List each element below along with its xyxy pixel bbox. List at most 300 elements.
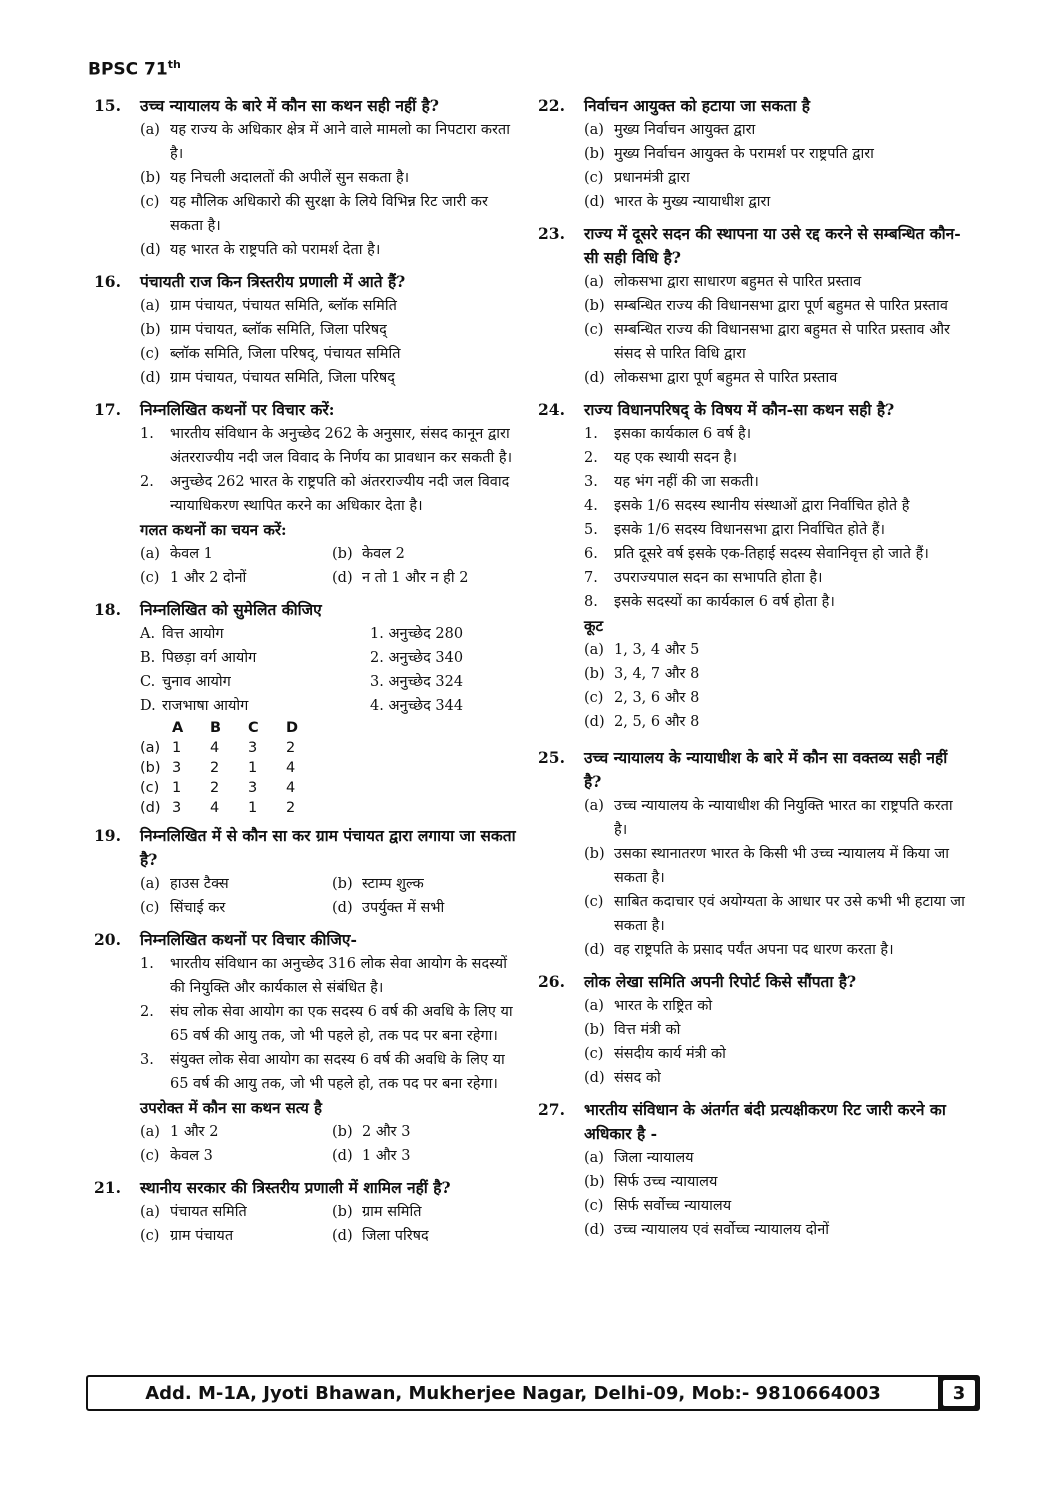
answer-cell: 1 <box>248 800 258 816</box>
question-number: 25. <box>538 748 565 767</box>
question-text: उच्च न्यायालय के बारे में कौन सा कथन सही नहीं है? <box>140 96 439 115</box>
question-body <box>94 872 524 920</box>
answer-header-cell: A <box>172 720 184 736</box>
statement <box>140 952 524 1000</box>
question <box>94 1176 524 1248</box>
statement-text: भारतीय संविधान के अनुच्छेद 262 के अनुसार, संसद कानून द्वारा अंतरराज्यीय नदी जल विवाद के निर्णय का प्रावधान कर सकती है। <box>170 426 513 466</box>
option-label: (b) <box>332 876 353 892</box>
footer-address: Add. M-1A, Jyoti Bhawan, Mukherjee Nagar, Delhi-09, Mob:- 9810664003 <box>145 1382 881 1404</box>
match-left-label: B. <box>140 650 156 666</box>
match-left <box>140 694 370 718</box>
answer-cell: 3 <box>248 740 258 756</box>
option-label: (d) <box>332 1228 353 1244</box>
answer-cell: 3 <box>172 800 182 816</box>
option <box>332 896 524 920</box>
statement-number: 8. <box>584 594 598 610</box>
option <box>584 366 968 390</box>
question-heading <box>538 398 968 422</box>
match-left-label: A. <box>140 626 156 642</box>
option <box>584 118 968 142</box>
answer-cell: 1 <box>248 760 258 776</box>
question <box>94 94 524 262</box>
option <box>584 1042 968 1066</box>
page-number: 3 <box>943 1380 975 1406</box>
question-heading <box>538 222 968 270</box>
option <box>584 1066 968 1090</box>
option <box>332 1200 524 1224</box>
option-label: (c) <box>140 1228 160 1244</box>
option-label: (c) <box>140 570 160 586</box>
question <box>538 398 968 734</box>
option <box>140 190 524 238</box>
answer-cell: 4 <box>286 760 296 776</box>
option <box>332 1120 524 1144</box>
answer-row <box>140 798 324 818</box>
option-text: 1 और 2 <box>170 1124 219 1140</box>
option-label: (a) <box>584 274 604 290</box>
statement-text: इसके 1/6 सदस्य स्थानीय संस्थाओं द्वारा निर्वाचित होते है <box>614 498 910 514</box>
option <box>584 842 968 890</box>
left-column <box>94 94 524 1256</box>
page-header <box>88 58 181 80</box>
option-label: (c) <box>584 690 604 706</box>
statement <box>584 494 968 518</box>
option-text: पंचायत समिति <box>170 1204 247 1220</box>
option-text: यह भारत के राष्ट्रपति को परामर्श देता है। <box>170 242 381 258</box>
statement-text: संयुक्त लोक सेवा आयोग का सदस्य 6 वर्ष की अवधि के लिए या 65 वर्ष की आयु तक, जो भी पहले हो, तक पद पर बना रहेगा। <box>170 1052 505 1092</box>
header-title: BPSC 71 <box>88 59 168 80</box>
answer-row <box>140 758 324 778</box>
option-text: जिला न्यायालय <box>614 1150 694 1166</box>
option-text: मुख्य निर्वाचन आयुक्त के परामर्श पर राष्ट्रपति द्वारा <box>614 146 874 162</box>
statement <box>140 1048 524 1096</box>
answer-row <box>140 738 324 758</box>
match-left <box>140 622 370 646</box>
question-text: निम्नलिखित कथनों पर विचार करें: <box>140 400 335 419</box>
question <box>94 270 524 390</box>
answer-cell: 1 <box>172 780 182 796</box>
question <box>94 928 524 1168</box>
option-pair <box>140 872 524 896</box>
option <box>140 1224 332 1248</box>
question-number: 26. <box>538 972 565 991</box>
option-label: (d) <box>332 900 353 916</box>
option <box>140 118 524 166</box>
option <box>584 890 968 938</box>
question-heading <box>94 598 524 622</box>
option-label: (d) <box>332 1148 353 1164</box>
option-label: (b) <box>332 546 353 562</box>
sub-heading: कूट <box>584 617 604 635</box>
option <box>584 1146 968 1170</box>
option-label: (d) <box>140 370 161 386</box>
option <box>584 662 968 686</box>
option-pair <box>140 1200 524 1224</box>
option-text: ग्राम पंचायत, पंचायत समिति, ब्लॉक समिति <box>170 298 397 314</box>
option <box>140 1200 332 1224</box>
answer-cell: 4 <box>286 780 296 796</box>
option-label: (d) <box>584 714 605 730</box>
question-heading <box>94 270 524 294</box>
answer-cell: (b) <box>140 760 161 776</box>
option-label: (d) <box>584 942 605 958</box>
option <box>584 270 968 294</box>
option <box>332 1144 524 1168</box>
option-label: (d) <box>140 242 161 258</box>
statement <box>584 566 968 590</box>
statement <box>140 1000 524 1048</box>
option <box>584 710 968 734</box>
question-number: 24. <box>538 400 565 419</box>
question <box>538 970 968 1090</box>
option-label: (b) <box>584 666 605 682</box>
option-label: (c) <box>140 900 160 916</box>
match-right-text: 3. अनुच्छेद 324 <box>370 674 464 690</box>
statement <box>584 590 968 614</box>
option-text: ग्राम पंचायत <box>170 1228 234 1244</box>
option-text: सिंचाई कर <box>170 900 226 916</box>
option-text: संसदीय कार्य मंत्री को <box>614 1046 726 1062</box>
question-body <box>538 1146 968 1242</box>
option-label: (a) <box>140 1204 160 1220</box>
option-text: सम्बन्धित राज्य की विधानसभा द्वारा बहुमत से पारित प्रस्ताव और संसद से पारित विधि द्वारा <box>614 322 950 362</box>
option-text: ग्राम पंचायत, पंचायत समिति, जिला परिषद् <box>170 370 395 386</box>
option-text: लोकसभा द्वारा पूर्ण बहुमत से पारित प्रस्ताव <box>614 370 838 386</box>
option-text: सिर्फ सर्वोच्च न्यायालय <box>614 1198 732 1214</box>
option <box>584 938 968 962</box>
question-body <box>94 622 524 818</box>
option-text: उच्च न्यायालय एवं सर्वोच्च न्यायालय दोनों <box>614 1222 829 1238</box>
statement-number: 1. <box>140 956 154 972</box>
option-label: (a) <box>140 298 160 314</box>
option <box>584 794 968 842</box>
statement-number: 4. <box>584 498 598 514</box>
option-text: सम्बन्धित राज्य की विधानसभा द्वारा पूर्ण बहुमत से पारित प्रस्ताव <box>614 298 948 314</box>
option-pair <box>140 1144 524 1168</box>
option-text: लोकसभा द्वारा साधारण बहुमत से पारित प्रस्ताव <box>614 274 862 290</box>
option-label: (c) <box>584 894 604 910</box>
option-text: साबित कदाचार एवं अयोग्यता के आधार पर उसे कभी भी हटाया जा सकता है। <box>614 894 965 934</box>
option-text: प्रधानमंत्री द्वारा <box>614 170 690 186</box>
question-body <box>538 270 968 390</box>
question-heading <box>94 398 524 422</box>
option-label: (b) <box>584 1174 605 1190</box>
option-label: (a) <box>584 1150 604 1166</box>
statement-text: यह एक स्थायी सदन है। <box>614 450 737 466</box>
question-heading <box>538 970 968 994</box>
option-label: (c) <box>140 194 160 210</box>
answer-cell: 2 <box>286 800 296 816</box>
option <box>584 318 968 366</box>
answer-cell: 3 <box>248 780 258 796</box>
option-label: (b) <box>140 170 161 186</box>
option <box>332 872 524 896</box>
option-label: (c) <box>140 346 160 362</box>
option-text: 1 और 2 दोनों <box>170 570 247 586</box>
question-number: 18. <box>94 600 121 619</box>
option <box>584 1194 968 1218</box>
option-label: (a) <box>140 546 160 562</box>
question-number: 16. <box>94 272 121 291</box>
match-row <box>140 646 524 670</box>
statement-text: इसका कार्यकाल 6 वर्ष है। <box>614 426 752 442</box>
match-left-label: C. <box>140 674 156 690</box>
option-text: यह राज्य के अधिकार क्षेत्र में आने वाले मामलो का निपटारा करता है। <box>170 122 510 162</box>
option-text: 1 और 3 <box>362 1148 411 1164</box>
statement-text: भारतीय संविधान का अनुच्छेद 316 लोक सेवा आयोग के सदस्यों की नियुक्ति और कार्यकाल से संबंधित है। <box>170 956 507 996</box>
option-label: (a) <box>140 122 160 138</box>
statement-text: उपराज्यपाल सदन का सभापति होता है। <box>614 570 823 586</box>
option <box>584 166 968 190</box>
answer-cell: 1 <box>172 740 182 756</box>
option-text: यह मौलिक अधिकारो की सुरक्षा के लिये विभिन्न रिट जारी कर सकता है। <box>170 194 488 234</box>
option-text: हाउस टैक्स <box>170 876 229 892</box>
option-text: उच्च न्यायालय के न्यायाधीश की नियुक्ति भारत का राष्ट्रपति करता है। <box>614 798 953 838</box>
question <box>538 746 968 962</box>
question-text: निम्नलिखित में से कौन सा कर ग्राम पंचायत द्वारा लगाया जा सकता है? <box>140 826 516 869</box>
option-text: भारत के राष्ट्रित को <box>614 998 713 1014</box>
question-body <box>538 118 968 214</box>
statement <box>584 542 968 566</box>
option-text: 2 और 3 <box>362 1124 411 1140</box>
option-pair <box>140 896 524 920</box>
option-text: जिला परिषद <box>362 1228 429 1244</box>
question-body <box>94 1200 524 1248</box>
option-text: वह राष्ट्रपति के प्रसाद पर्यंत अपना पद धारण करता है। <box>614 942 894 958</box>
question-text: लोक लेखा समिति अपनी रिपोर्ट किसे सौंपता है? <box>584 972 857 991</box>
answer-cell: 4 <box>210 740 220 756</box>
statement-number: 2. <box>140 1004 154 1020</box>
question-body <box>538 794 968 962</box>
statement <box>584 470 968 494</box>
statement <box>584 422 968 446</box>
question-text: पंचायती राज किन त्रिस्तरीय प्रणाली में आते हैं? <box>140 272 406 291</box>
option-text: उसका स्थानातरण भारत के किसी भी उच्च न्यायालय में किया जा सकता है। <box>614 846 949 886</box>
option <box>140 318 524 342</box>
option-text: 2, 5, 6 और 8 <box>614 714 700 730</box>
option-label: (c) <box>584 170 604 186</box>
question <box>94 398 524 590</box>
option-label: (a) <box>584 642 604 658</box>
match-left-text: वित्त आयोग <box>162 626 224 642</box>
match-row <box>140 694 524 718</box>
statement-number: 3. <box>584 474 598 490</box>
sub-heading: गलत कथनों का चयन करें: <box>140 521 287 539</box>
option-label: (d) <box>584 1222 605 1238</box>
answer-header-cell: B <box>210 720 222 736</box>
option-label: (b) <box>140 322 161 338</box>
statement <box>584 446 968 470</box>
option <box>584 294 968 318</box>
match-row <box>140 670 524 694</box>
answer-header-cell <box>140 718 172 738</box>
option-pair <box>140 566 524 590</box>
match-right-text: 4. अनुच्छेद 344 <box>370 698 464 714</box>
statement-number: 6. <box>584 546 598 562</box>
question-text: निम्नलिखित को सुमेलित कीजिए <box>140 600 322 619</box>
answer-cell: 3 <box>172 760 182 776</box>
option-text: केवल 1 <box>170 546 213 562</box>
option-label: (b) <box>332 1204 353 1220</box>
match-left-label: D. <box>140 698 156 714</box>
option-label: (c) <box>140 1148 160 1164</box>
right-column <box>538 94 968 1250</box>
question-heading <box>94 1176 524 1200</box>
option-text: ग्राम समिति <box>362 1204 422 1220</box>
question-body <box>94 118 524 262</box>
page-number-box <box>938 1377 978 1409</box>
option <box>332 566 524 590</box>
match-right-text: 1. अनुच्छेद 280 <box>370 626 464 642</box>
match-row <box>140 622 524 646</box>
question-body <box>94 952 524 1168</box>
option-text: 2, 3, 6 और 8 <box>614 690 700 706</box>
question-heading <box>94 94 524 118</box>
option <box>140 1144 332 1168</box>
question-heading <box>94 824 524 872</box>
option-label: (b) <box>584 298 605 314</box>
question-body <box>538 422 968 734</box>
statement-text: इसके 1/6 सदस्य विधानसभा द्वारा निर्वाचित होते हैं। <box>614 522 886 538</box>
option <box>140 1120 332 1144</box>
question-number: 23. <box>538 224 565 243</box>
option <box>140 294 524 318</box>
question-text: राज्य विधानपरिषद् के विषय में कौन-सा कथन सही है? <box>584 400 895 419</box>
option-text: 1, 3, 4 और 5 <box>614 642 700 658</box>
question-text: राज्य में दूसरे सदन की स्थापना या उसे रद्द करने से सम्बन्धित कौन-सी सही विधि है? <box>584 224 961 267</box>
option-text: वित्त मंत्री को <box>614 1022 681 1038</box>
option-label: (c) <box>584 1198 604 1214</box>
match-left-text: पिछड़ा वर्ग आयोग <box>162 650 257 666</box>
question <box>538 1098 968 1242</box>
question-text: निर्वाचन आयुक्त को हटाया जा सकता है <box>584 96 811 115</box>
question-text: उच्च न्यायालय के न्यायाधीश के बारे में कौन सा वक्तव्य सही नहीं है? <box>584 748 948 791</box>
match-right-text: 2. अनुच्छेद 340 <box>370 650 464 666</box>
answer-cell: 2 <box>286 740 296 756</box>
option-label: (a) <box>584 998 604 1014</box>
question-text: भारतीय संविधान के अंतर्गत बंदी प्रत्यक्षीकरण रिट जारी करने का अधिकार है - <box>584 1100 946 1143</box>
option <box>584 1018 968 1042</box>
option-label: (d) <box>584 370 605 386</box>
answer-cell: 2 <box>210 780 220 796</box>
match-left <box>140 670 370 694</box>
answer-table-header <box>140 718 324 738</box>
match-left-text: चुनाव आयोग <box>162 674 231 690</box>
option-text: केवल 3 <box>170 1148 213 1164</box>
question-body <box>94 422 524 590</box>
question-heading <box>538 94 968 118</box>
option-text: भारत के मुख्य न्यायाधीश द्वारा <box>614 194 771 210</box>
statement <box>584 518 968 542</box>
option <box>584 1170 968 1194</box>
footer-bar <box>86 1375 980 1411</box>
option <box>140 896 332 920</box>
option <box>140 366 524 390</box>
option <box>584 686 968 710</box>
answer-table <box>140 718 324 818</box>
option-text: केवल 2 <box>362 546 405 562</box>
statement-text: इसके सदस्यों का कार्यकाल 6 वर्ष होता है। <box>614 594 835 610</box>
option-pair <box>140 1120 524 1144</box>
question-heading <box>94 928 524 952</box>
question-body <box>94 294 524 390</box>
answer-cell: (d) <box>140 800 161 816</box>
statement-text: यह भंग नहीं की जा सकती। <box>614 474 759 490</box>
question-heading <box>538 746 968 794</box>
statement-number: 2. <box>584 450 598 466</box>
statement <box>140 470 524 518</box>
question <box>94 598 524 818</box>
option-text: यह निचली अदालतों की अपीलें सुन सकता है। <box>170 170 410 186</box>
option-text: न तो 1 और न ही 2 <box>362 570 469 586</box>
option-label: (a) <box>140 876 160 892</box>
answer-cell: 2 <box>210 760 220 776</box>
option-text: सिर्फ उच्च न्यायालय <box>614 1174 718 1190</box>
answer-cell: 4 <box>210 800 220 816</box>
option <box>140 542 332 566</box>
option-text: मुख्य निर्वाचन आयुक्त द्वारा <box>614 122 756 138</box>
option-label: (a) <box>584 122 604 138</box>
option-pair <box>140 1224 524 1248</box>
statement-number: 7. <box>584 570 598 586</box>
option <box>332 1224 524 1248</box>
statement-number: 2. <box>140 474 154 490</box>
option <box>140 238 524 262</box>
statement-number: 1. <box>584 426 598 442</box>
question <box>94 824 524 920</box>
statement-text: संघ लोक सेवा आयोग का एक सदस्य 6 वर्ष की अवधि के लिए या 65 वर्ष की आयु तक, जो भी पहले हो, तक पद पर बना रहेगा। <box>170 1004 513 1044</box>
option-label: (c) <box>584 322 604 338</box>
option-label: (a) <box>584 798 604 814</box>
statement-number: 1. <box>140 426 154 442</box>
question-number: 27. <box>538 1100 565 1119</box>
option-label: (b) <box>584 1022 605 1038</box>
statement-text: अनुच्छेद 262 भारत के राष्ट्रपति को अंतरराज्यीय नदी जल विवाद न्यायाधिकरण स्थापित करने का अधिकार देता है। <box>170 474 510 514</box>
statement <box>140 422 524 470</box>
question-heading <box>538 1098 968 1146</box>
option <box>584 190 968 214</box>
option-label: (b) <box>332 1124 353 1140</box>
answer-header-cell: D <box>286 720 299 736</box>
option-label: (d) <box>584 194 605 210</box>
option-pair <box>140 542 524 566</box>
option <box>140 166 524 190</box>
question-number: 19. <box>94 826 121 845</box>
header-sup: th <box>167 58 181 71</box>
option-text: 3, 4, 7 और 8 <box>614 666 700 682</box>
option <box>332 542 524 566</box>
question-body <box>538 994 968 1090</box>
question-text: निम्नलिखित कथनों पर विचार कीजिए- <box>140 930 357 949</box>
question-number: 17. <box>94 400 121 419</box>
option-label: (b) <box>584 846 605 862</box>
question <box>538 94 968 214</box>
option <box>584 142 968 166</box>
option-text: उपर्युक्त में सभी <box>362 900 445 916</box>
option <box>140 566 332 590</box>
question-number: 22. <box>538 96 565 115</box>
answer-cell: (c) <box>140 780 160 796</box>
statement-number: 3. <box>140 1052 154 1068</box>
option-text: ग्राम पंचायत, ब्लॉक समिति, जिला परिषद् <box>170 322 387 338</box>
answer-row <box>140 778 324 798</box>
option <box>584 1218 968 1242</box>
option-label: (d) <box>584 1070 605 1086</box>
sub-heading: उपरोक्त में कौन सा कथन सत्य है <box>140 1099 322 1117</box>
option-label: (a) <box>140 1124 160 1140</box>
option-label: (d) <box>332 570 353 586</box>
match-left-text: राजभाषा आयोग <box>162 698 249 714</box>
